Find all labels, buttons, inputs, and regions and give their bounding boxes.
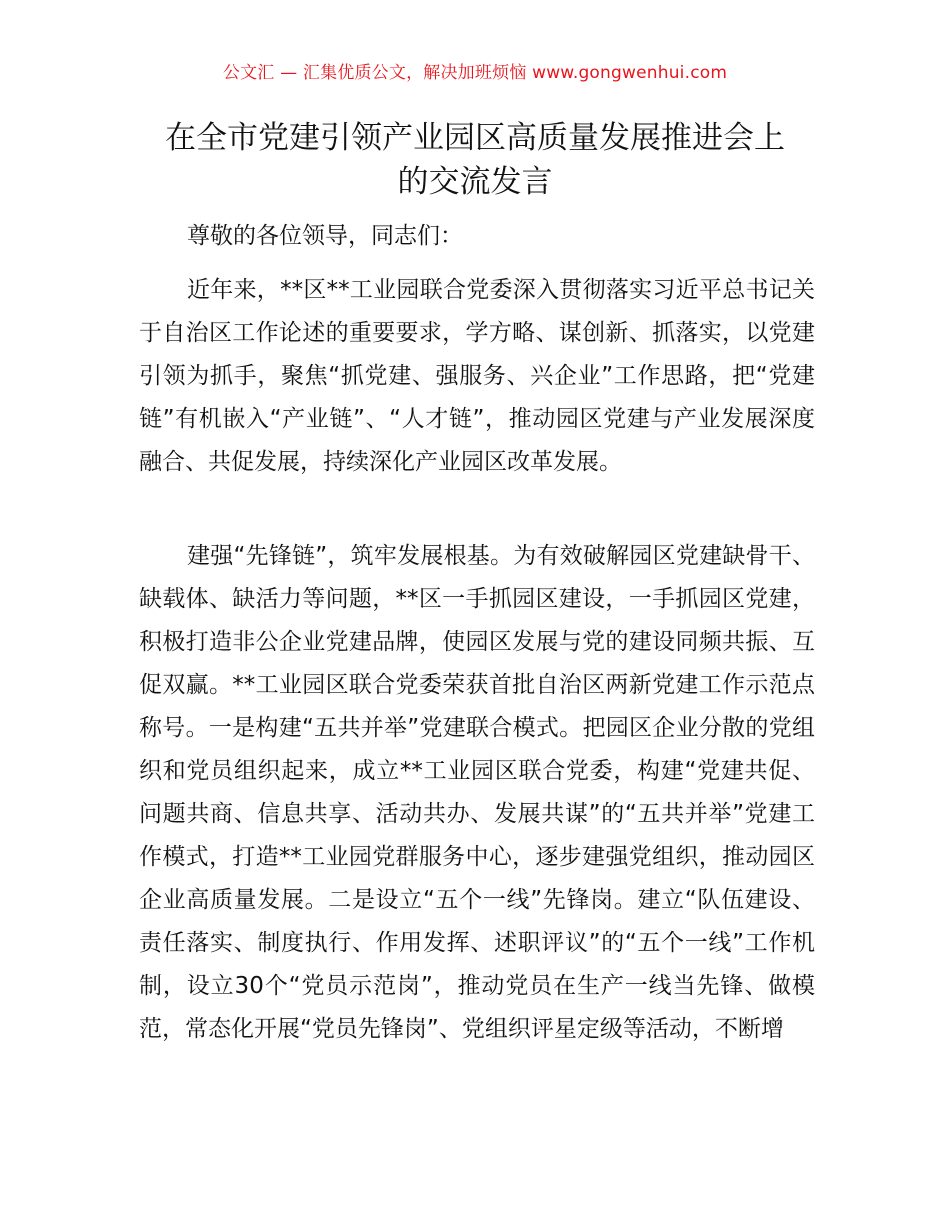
paragraph-2: 建强“先锋链”，筑牢发展根基。为有效破解园区党建缺骨干、缺载体、缺活力等问题，**区一手抓园区建设，一手抓园区党建，积极打造非公企业党建品牌，使园区发展与党的建设同频共振、互促双赢。**工业园区联合党委荣获首批自治区两新党建工作示范点称号。一是构建“五共并举”党建联合模式。把园区企业分散的党组织和党员组织起来，成立**工业园区联合党委，构建“党建共促、问题共商、信息共享、活动共办、发展共谋”的“五共并举”党建工作模式，打造**工业园党群服务中心，逐步建强党组织，推动园区企业高质量发展。二是设立“五个一线”先锋岗。建立“队伍建设、责任落实、制度执行、作用发挥、述职评议”的“五个一线”工作机制，设立30个“党员示范岗”，推动党员在生产一线当先锋、做模范，常态化开展“党员先锋岗”、党组织评星定级等活动，不断增 [139,543,815,1042]
paragraph-1: 近年来，**区**工业园联合党委深入贯彻落实习近平总书记关于自治区工作论述的重要要求，学方略、谋创新、抓落实，以党建引领为抓手，聚焦“抓党建、强服务、兴企业”工作思路，把“党建链”有机嵌入“产业链”、“人才链”，推动园区党建与产业发展深度融合、共促发展，持续深化产业园区改革发展。 [139,277,815,475]
header-banner: 公文汇 — 汇集优质公文，解决加班烦恼 www.gongwenhui.com [222,63,728,83]
title-line-2: 的交流发言 [397,164,553,200]
greeting: 尊敬的各位领导，同志们： [187,223,463,249]
title-line-1: 在全市党建引领产业园区高质量发展推进会上 [165,120,785,156]
document-title [120,116,830,204]
